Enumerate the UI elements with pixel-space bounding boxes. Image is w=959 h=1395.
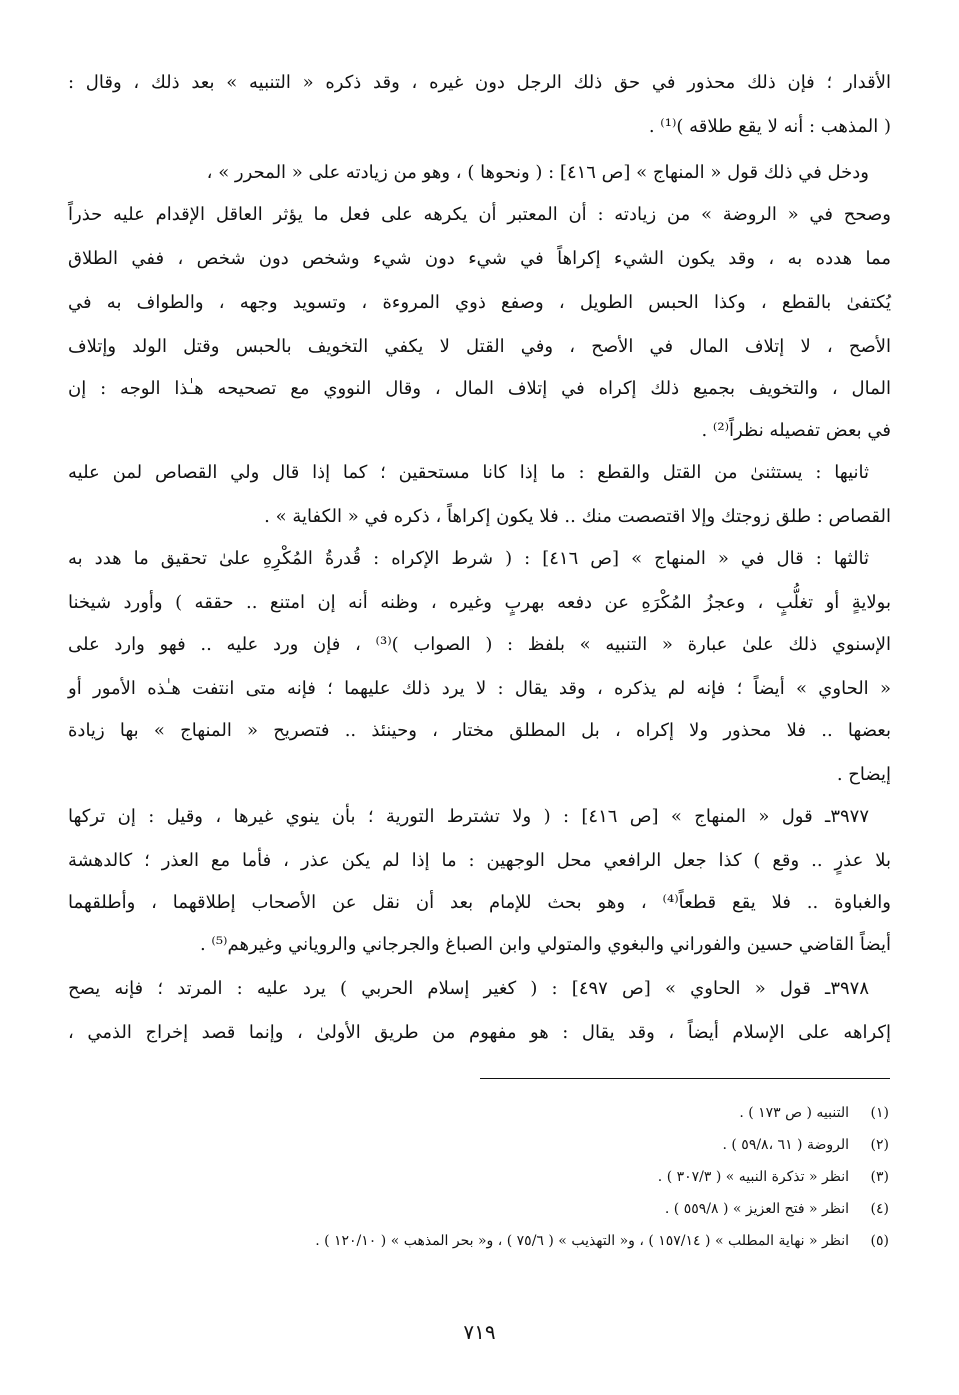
text-line: إيضاح . [836, 764, 891, 785]
text-line: ٣٩٧٧ـ قول « المنهاج » [ص ٤١٦] : ( ولا تشترط التورية ؛ بأن ينوي غيرها ، وقيل : إن تركها [68, 806, 869, 827]
text-line: في بعض تفصيله نظراً⁽²⁾ . [701, 420, 891, 441]
footnote-text: انظر « نهاية المطلب » ( ١٥٧/١٤ ) ، و« التهذيب » ( ٧٥/٦ ) ، و« بحر المذهب » ( ١٢٠/١٠ ) . [315, 1233, 849, 1249]
footnote-number: (١) [870, 1105, 889, 1121]
text-line: يُكتفىٰ بالقطع ، وكذا الحبس الطويل ، وصفع ذوي المروءة ، وتسويد وجهه ، والطواف به في [68, 292, 891, 313]
text-line: والغباوة .. فلا يقع قطعاً⁽⁴⁾ ، وهو بحث للإمام بعد أن نقل عن الأصحاب إطلاقهما ، وأطلقهما [68, 892, 892, 913]
text-line: ودخل في ذلك قول « المنهاج » [ص ٤١٦] : ( ونحوها ) ، وهو من زيادته على « المحرر » ، [206, 162, 869, 183]
page-number: ٧١٩ [463, 1320, 496, 1344]
text-line: ثانيها : يستثنىٰ من القتل والقطع : ما إذا كانا مستحقين ؛ كما إذا قال ولي القصاص لمن عليه [68, 462, 869, 483]
footnote [69, 1166, 889, 1188]
footnote [69, 1102, 889, 1124]
text-line: ثالثها : قال في « المنهاج » [ص ٤١٦] : ( شرط الإكراه : قُدرةُ المُكْرِهِ علىٰ تحقيق ما هدد به [68, 548, 869, 569]
footnote-number: (٥) [870, 1233, 889, 1249]
footnote-number: (٢) [870, 1137, 889, 1153]
footnote-number: (٣) [870, 1169, 889, 1185]
footnote [69, 1134, 889, 1156]
text-line: الأقدار ؛ فإن ذلك محذور في حق ذلك الرجل دون غيره ، وقد ذكره « التنبيه » بعد ذلك ، وقال : [68, 72, 891, 93]
text-line: إكراهه على الإسلام أيضاً ، وقد يقال : هو مفهوم من طريق الأولىٰ ، وإنما قصد إخراج الذمي ، [68, 1022, 892, 1043]
footnote-number: (٤) [870, 1201, 889, 1217]
text-line: المال ، والتخويف بجميع ذلك إكراه في إتلاف المال ، وقال النووي مع تصحيحه هـٰذا الوجه : إن [68, 378, 891, 399]
text-line: الأصح ، لا إتلاف المال في الأصح ، وفي القتل لا يكفي التخويف بالحبس وقتل الولد وإتلاف [68, 336, 891, 357]
footnote-text: الروضة ( ٦١ ،٥٩/٨ ) . [722, 1137, 849, 1153]
text-line: القصاص : طلق زوجتك وإلا اقتصصت منك .. فلا يكون إكراهاً ، ذكره في « الكفاية » . [264, 506, 891, 527]
text-line: « الحاوي » أيضاً ؛ فإنه لم يذكره ، وقد يقال : لا يرد ذلك عليهما ؛ فإنه متى انتفت هـٰذه الأمور أو [68, 678, 891, 699]
footnote-text: التنبيه ( ص ١٧٣ ) . [739, 1105, 849, 1121]
text-line: مما هدده به ، وقد يكون الشيء إكراهاً في شيء دون شيء وشخص دون شخص ، ففي الطلاق [68, 248, 891, 269]
text-line: بلا عذرٍ .. وقع ) كذا جعل الرافعي محل الوجهين : ما إذا لم يكن عذر ، فأما مع العذر ؛ كالدهشة [68, 850, 891, 871]
text-line: ٣٩٧٨ـ قول « الحاوي » [ص ٤٩٧] : ( كغير إسلام الحربي ) يرد عليه : المرتد ؛ فإنه يصح [68, 978, 869, 999]
text-line: أيضاً القاضي حسين والفوراني والبغوي والمتولي وابن الصباغ والجرجاني والروياني وغيرهم⁽⁵⁾ . [199, 934, 891, 955]
footnote [69, 1230, 889, 1252]
text-line: الإسنوي ذلك علىٰ عبارة « التنبيه » بلفظ : ( الصواب )⁽³⁾ ، فإن ورد عليه .. فهو وارد على [68, 634, 891, 655]
text-line: وصحح في « الروضة » من زيادته : أن المعتبر أن يكرهه على فعل ما يؤثر العاقل الإقدام عليه حذراً [68, 204, 891, 225]
text-line: بعضها .. فلا محذور ولا إكراه ، بل المطلق مختار ، وحينئذ .. فتصريح « المنهاج » بها زيادة [68, 720, 891, 741]
footnote-text: انظر « تذكرة النبيه » ( ٣٠٧/٣ ) . [657, 1169, 849, 1185]
footnote [69, 1198, 889, 1220]
text-line: ( المذهب : أنه لا يقع طلاقه )⁽¹⁾ . [648, 116, 891, 137]
footnote-text: انظر « فتح العزيز » ( ٥٥٩/٨ ) . [664, 1201, 849, 1217]
footnote-divider [480, 1078, 890, 1079]
text-line: بولايةٍ أو تغلُّبٍ ، وعجزُ المُكْرَهِ عن دفعه بهربٍ وغيره ، وظنه أنه إن امتنع .. حققه ) وأورد شيخنا [68, 592, 891, 613]
